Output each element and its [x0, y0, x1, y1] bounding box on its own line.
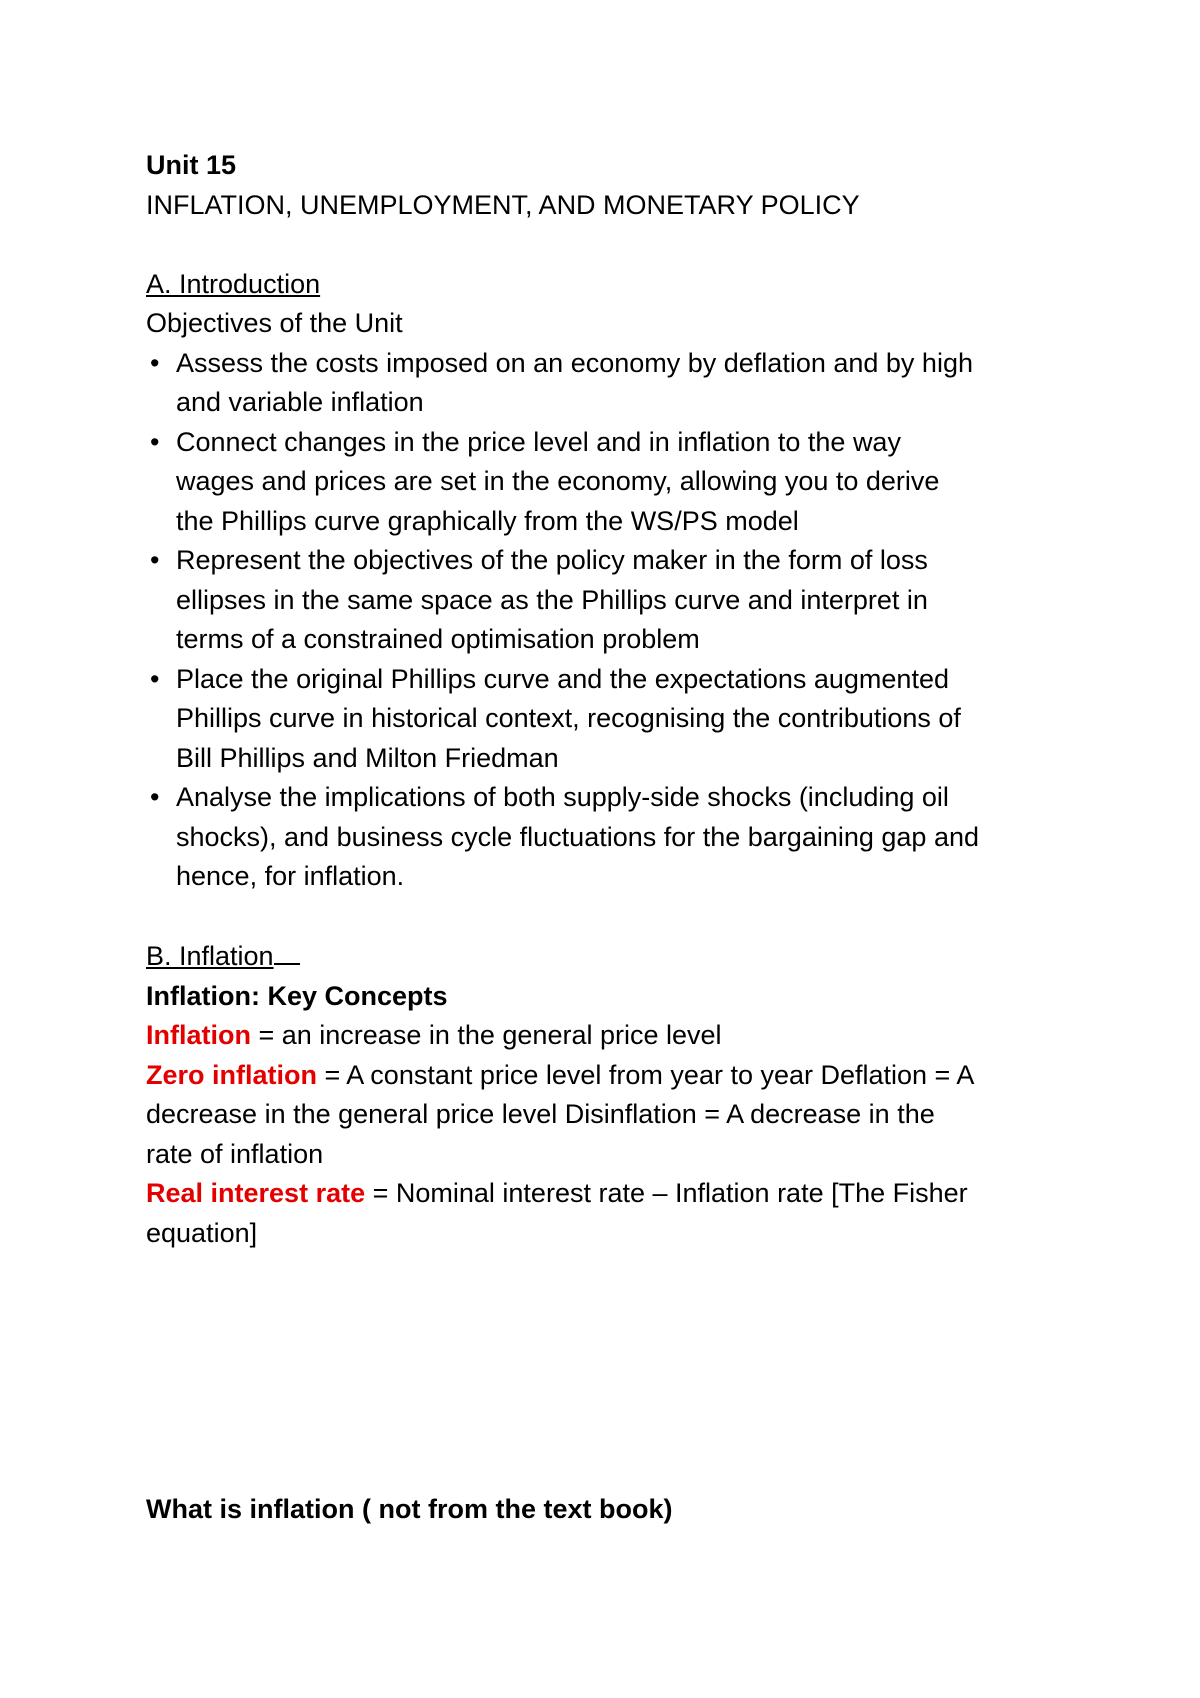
definition-zero-inflation	[146, 1056, 1066, 1175]
list-item-line: shocks), and business cycle fluctuations for the bargaining gap and	[176, 821, 979, 852]
term-inflation: Inflation	[146, 1020, 251, 1050]
unit-label: Unit 15	[146, 150, 237, 180]
list-item-line: terms of a constrained optimisation problem	[176, 624, 700, 654]
list-item-line: Assess the costs imposed on an economy by deflation and by high	[176, 347, 973, 378]
list-item-line: Represent the objectives of the policy maker in the form of loss	[176, 545, 928, 575]
spacer	[146, 225, 1066, 265]
list-item-line: Analyse the implications of both supply-side shocks (including oil	[176, 782, 949, 812]
list-item	[146, 660, 1066, 779]
bullet-icon: •	[150, 782, 160, 812]
document-body	[146, 146, 1066, 1530]
section-b-heading-row	[146, 936, 1066, 977]
spacer	[146, 897, 1066, 937]
definition-text: equation]	[146, 1217, 258, 1248]
list-item-line: Connect changes in the price level and in inflation to the way	[176, 426, 901, 457]
footer-heading: What is inflation ( not from the text book)	[146, 1494, 673, 1524]
list-item	[146, 541, 1066, 660]
heading-underline	[274, 936, 300, 965]
document-title: INFLATION, UNEMPLOYMENT, AND MONETARY POLICY	[146, 189, 860, 220]
definition-text: = an increase in the general price level	[250, 1020, 722, 1050]
spacer	[146, 1253, 1066, 1490]
section-b-heading: B. Inflation	[146, 941, 274, 971]
bullet-icon: •	[150, 545, 160, 575]
list-item-line: Place the original Phillips curve and the expectations augmented	[176, 663, 949, 694]
key-concepts-subheading: Inflation: Key Concepts	[146, 980, 448, 1011]
bullet-icon: •	[150, 347, 160, 378]
list-item-line: and variable inflation	[176, 387, 424, 417]
list-item-line: ellipses in the same space as the Phillips curve and interpret in	[176, 584, 928, 615]
bullet-icon: •	[150, 663, 160, 694]
list-item-line: Bill Phillips and Milton Friedman	[176, 742, 559, 773]
definition-text: = A constant price level from year to year Deflation = A	[317, 1059, 975, 1090]
definition-real-interest-rate	[146, 1174, 1066, 1253]
list-item-line: wages and prices are set in the economy, allowing you to derive	[176, 466, 940, 496]
list-item	[146, 778, 1066, 897]
term-real-interest-rate: Real interest rate	[146, 1178, 366, 1208]
definition-text: rate of inflation	[146, 1138, 324, 1169]
list-item	[146, 344, 1066, 423]
list-item-line: hence, for inflation.	[176, 861, 405, 891]
term-zero-inflation: Zero inflation	[146, 1059, 317, 1090]
bullet-icon: •	[150, 426, 160, 457]
definition-text: = Nominal interest rate – Inflation rate [The Fisher	[365, 1178, 968, 1208]
list-item-line: Phillips curve in historical context, recognising the contributions of	[176, 703, 961, 733]
definition-text: decrease in the general price level Disinflation = A decrease in the	[146, 1099, 935, 1129]
objectives-subheading: Objectives of the Unit	[146, 308, 403, 338]
definition-inflation	[146, 1016, 1066, 1056]
objectives-list	[146, 344, 1066, 897]
section-a-heading: A. Introduction	[146, 268, 321, 299]
list-item-line: the Phillips curve graphically from the WS/PS model	[176, 505, 799, 536]
list-item	[146, 423, 1066, 542]
